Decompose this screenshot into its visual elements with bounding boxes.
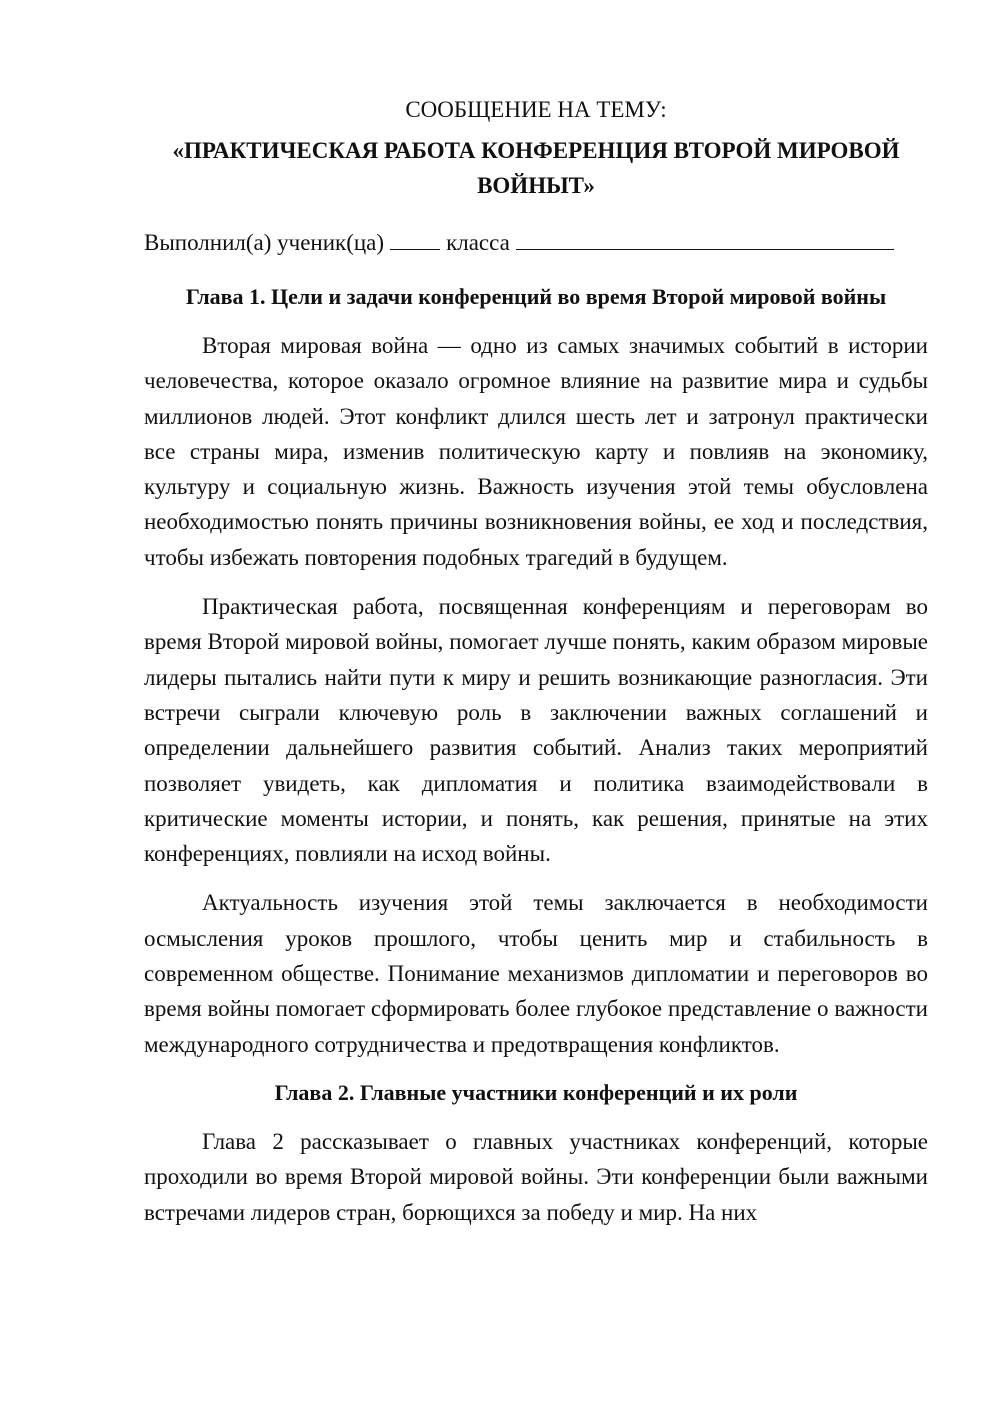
chapter-2-paragraph-1: Глава 2 рассказывает о главных участниках конференций, которые проходили во время Второй мировой войны. Эти конференции были важными встречами лидеров стран, борющихся за победу и мир. На них [144, 1128, 928, 1225]
chapter-2-heading: Глава 2. Главные участники конференций и их роли [274, 1079, 798, 1105]
chapter-1-paragraph-1: Вторая мировая война — одно из самых значимых событий в истории человечества, которое оказало огромное влияние на развитие мира и судьбы миллионов людей. Этот конфликт длился шесть лет и затронул практически все страны мира, изменив политическую карту и повлияв на экономику, культуру и социальную жизнь. Важность изучения этой темы обусловлена необходимостью понять причины возникновения войны, ее ход и последствия, чтобы избежать повторения подобных трагедий в будущем. [144, 333, 928, 570]
name-blank [516, 229, 894, 250]
chapter-1-paragraph-3: Актуальность изучения этой темы заключается в необходимости осмысления уроков прошлого, чтобы ценить мир и стабильность в современном обществе. Понимание механизмов дипломатии и переговоров во время войны помогает сформировать более глубокое представление о важности международного сотрудничества и предотвращения конфликтов. [144, 890, 928, 1057]
document-title: «ПРАКТИЧЕСКАЯ РАБОТА КОНФЕРЕНЦИЯ ВТОРОЙ МИРОВОЙ ВОЙНЫТ» [172, 138, 900, 198]
document-label: СООБЩЕНИЕ НА ТЕМУ: [405, 97, 667, 122]
class-number-blank [390, 229, 440, 250]
document-page [144, 92, 928, 1244]
chapter-1-heading: Глава 1. Цели и задачи конференций во время Второй мировой войны [185, 284, 887, 309]
chapter-1-paragraph-2: Практическая работа, посвященная конференциям и переговорам во время Второй мировой войны, помогает лучше понять, каким образом мировые лидеры пытались найти пути к миру и решить возникающие разногласия. Эти встречи сыграли ключевую роль в заключении важных соглашений и определении дальнейшего развития событий. Анализ таких мероприятий позволяет увидеть, как дипломатия и политика взаимодействовали в критические моменты истории, и понять, как решения, принятые на этих конференциях, повлияли на исход войны. [144, 594, 928, 867]
author-prefix: Выполнил(а) ученик(ца) [144, 230, 385, 255]
author-line [144, 225, 928, 260]
author-class-label: класса [446, 230, 510, 255]
